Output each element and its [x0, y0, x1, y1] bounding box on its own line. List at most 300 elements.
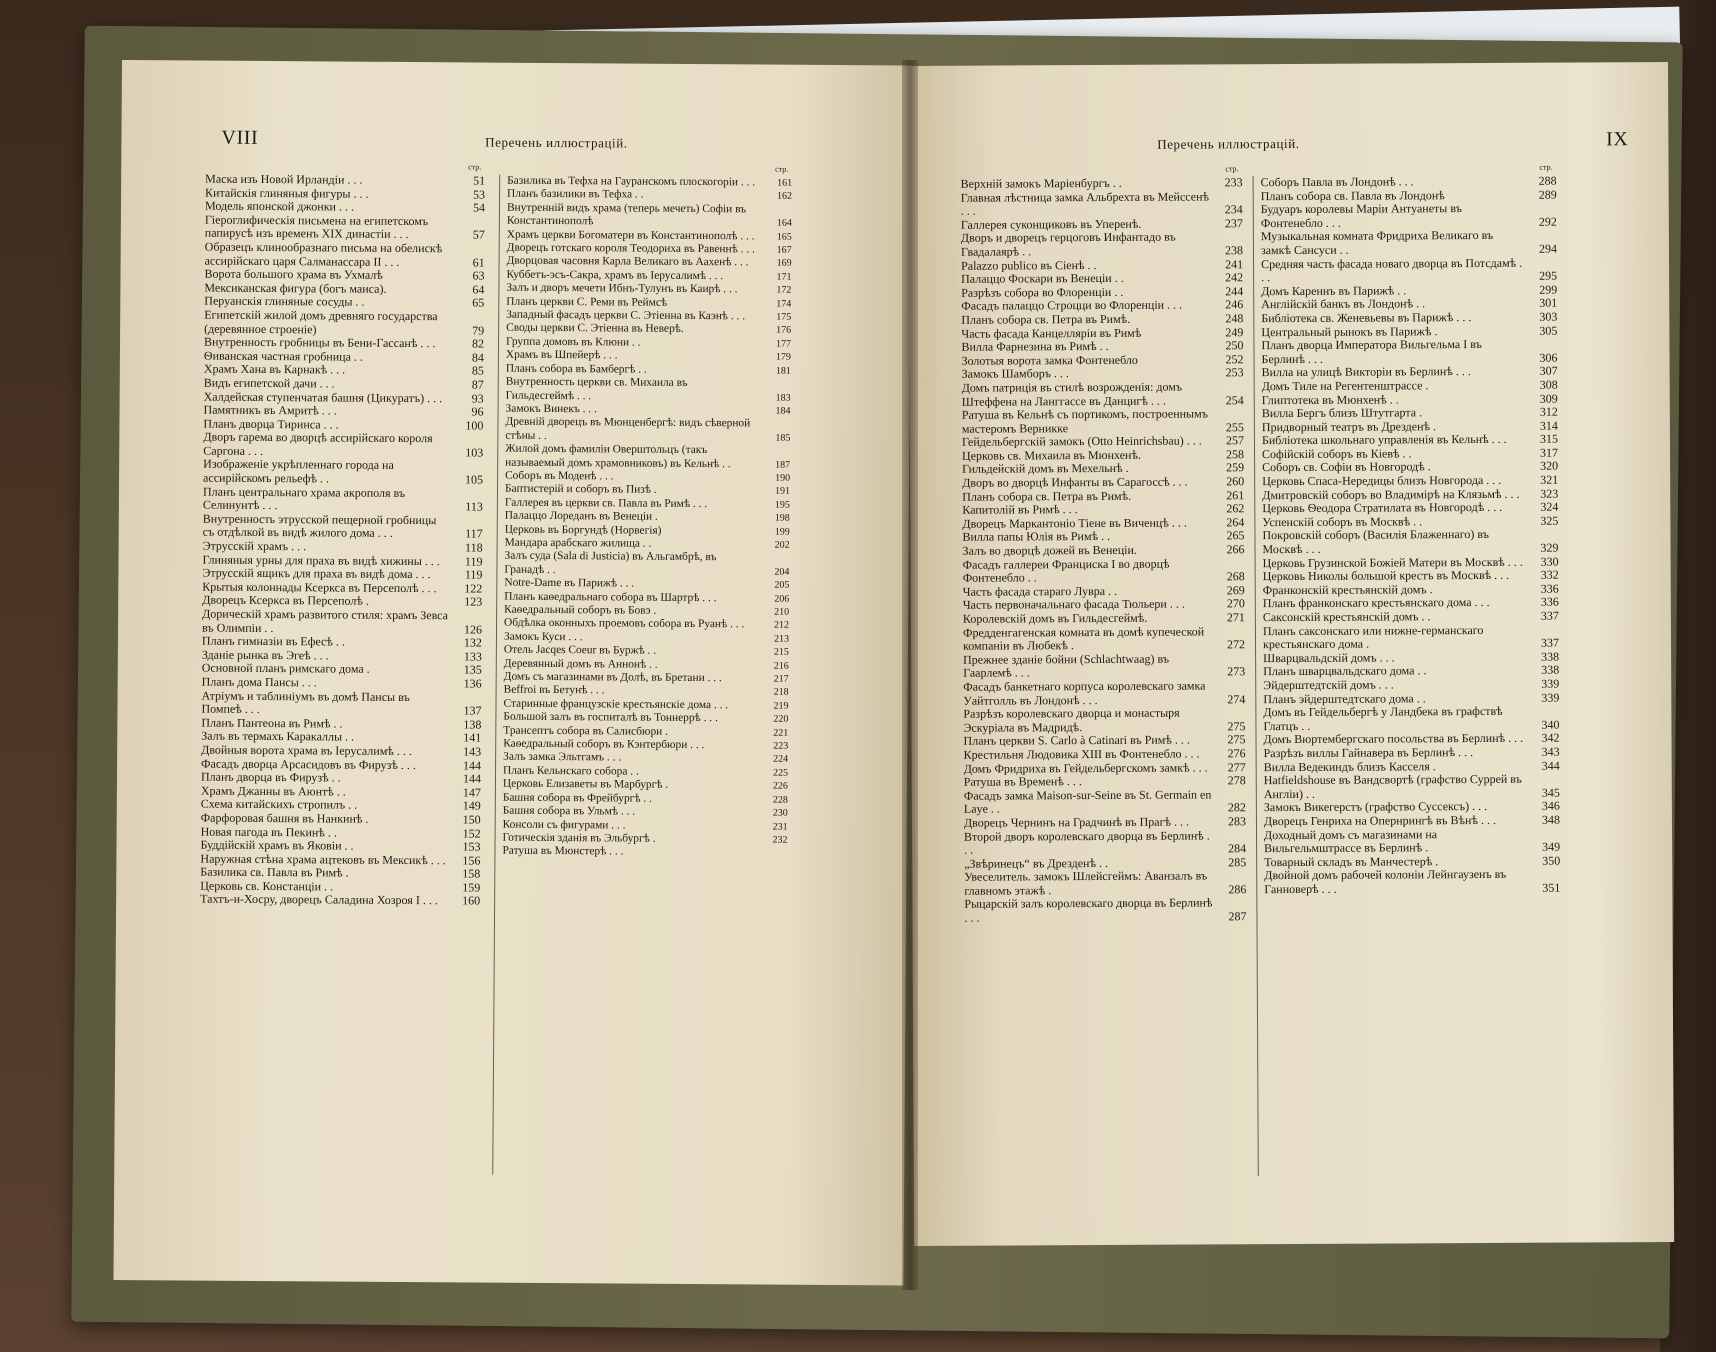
entry-title: Церковь въ Боргундѣ (Норвегія)	[504, 523, 662, 537]
entry-title: Золотыя ворота замка Фонтенебло	[961, 352, 1138, 368]
entry-page: 274	[1227, 691, 1246, 706]
entry-title: Рыцарскій залъ королевскаго дворца въ Берлинѣ . . .	[964, 895, 1213, 925]
entry-title: Базилика св. Павла въ Римѣ .	[200, 864, 349, 880]
entry-title: Глиптотека въ Мюнхенѣ . .	[1261, 391, 1399, 407]
entry-page: 220	[773, 713, 789, 725]
entry-title: Дворецъ готскаго короля Теодориха въ Равеннѣ . . .	[506, 241, 755, 256]
entry-page: 117	[465, 526, 483, 541]
entry-title: Планъ гимназіи въ Ефесѣ . .	[201, 633, 345, 649]
entry-page: 138	[463, 717, 482, 732]
entry-title: Гейдельбергскій замокъ (Otto Heinrichsbau) . . .	[961, 433, 1202, 450]
entry-title: Китайскія глиняныя фигуры . . .	[205, 185, 369, 201]
entry-title: Старинные французскіе крестьянскіе дома . . .	[503, 697, 729, 712]
entry-title: Часть фасада стараго Лувра . .	[962, 583, 1118, 599]
entry-title: Верхній замокъ Маріенбургъ . .	[960, 175, 1122, 191]
entry-title: Beffroi въ Бетунѣ . . .	[503, 684, 605, 697]
entry-page: 218	[773, 687, 789, 699]
entry-title: Внутренность церкви св. Михаила въ Гильдесгеймѣ . . .	[505, 375, 688, 402]
entry-title: Халдейская ступенчатая башня (Цикуратъ) . . .	[203, 389, 443, 405]
entry-title: Залъ суда (Sala di Justicia) въ Альгамбрѣ, въ Гранадѣ . .	[504, 550, 717, 576]
entry-title: Дворецъ Маркантоніо Тіене въ Виченцѣ . . .	[962, 515, 1187, 531]
entry-page: 198	[774, 512, 790, 524]
entry-title: Палаццо Лореданъ въ Венеціи .	[504, 509, 658, 523]
entry-page: 265	[1226, 528, 1245, 543]
entry-page: 337	[1540, 608, 1559, 623]
entry-page: 113	[465, 499, 483, 514]
entry-page: 184	[775, 405, 791, 417]
index-entry	[203, 431, 483, 460]
entry-page: 283	[1227, 814, 1246, 829]
entry-title: Церковь Ѳеодора Стратилата въ Новгородѣ . . .	[1262, 500, 1503, 516]
entry-page: 232	[772, 834, 788, 846]
entry-title: Центральный рынокъ въ Парижѣ .	[1261, 323, 1438, 339]
entry-page: 219	[773, 700, 789, 712]
entry-page: 64	[472, 282, 485, 297]
index-entry	[1262, 528, 1558, 557]
entry-page: 215	[773, 646, 789, 658]
entry-title: Вилла Ведекиндъ близъ Касселя .	[1263, 758, 1436, 774]
entry-title: Будуаръ королевы Маріи Антуанеты въ Фонтенебло . . .	[1260, 201, 1462, 230]
entry-title: Библіотека св. Женевьевы въ Парижѣ . . .	[1261, 309, 1472, 326]
entry-page: 309	[1539, 391, 1558, 406]
entry-page: 210	[774, 606, 790, 618]
entry-title: Англійскій банкъ въ Лондонѣ . .	[1261, 296, 1426, 312]
entry-title: Галлерея суконщиковъ въ Уперенѣ.	[960, 216, 1142, 232]
entry-page: 320	[1540, 459, 1559, 474]
entry-page: 100	[465, 418, 484, 433]
entry-title: Соборъ въ Моденѣ . . .	[505, 469, 614, 483]
entry-page: 325	[1540, 513, 1559, 528]
entry-title: Мексиканская фигура (богъ маиса).	[204, 280, 387, 296]
entry-page: 317	[1539, 445, 1559, 460]
entry-page: 175	[776, 311, 792, 323]
entry-title: Средняя часть фасада новаго дворца въ Потсдамѣ . . .	[1261, 255, 1523, 285]
entry-page: 103	[465, 445, 484, 460]
entry-title: Двойной домъ рабочей колоніи Лейнгаузенъ въ Ганноверѣ . . .	[1264, 867, 1507, 897]
entry-page: 261	[1226, 487, 1245, 502]
entry-title: Дорическій храмъ развитого стиля: храмъ Зевса въ Олимпіи . .	[201, 606, 449, 635]
entry-page: 315	[1539, 431, 1558, 446]
index-entry	[1263, 705, 1559, 734]
entry-title: Капитолій въ Римѣ . . .	[962, 502, 1078, 517]
entry-title: Фасадъ дворца Арсасидовъ въ Фирузѣ . . .	[201, 756, 416, 772]
entry-page: 144	[463, 757, 482, 773]
entry-page: 345	[1541, 785, 1560, 800]
entry-title: Часть первоначальнаго фасада Тюльери . . .	[962, 596, 1185, 613]
column-4	[1261, 163, 1561, 897]
index-entry	[203, 485, 483, 514]
entry-page: 295	[1539, 268, 1558, 283]
entry-page: 65	[472, 295, 485, 310]
entry-title: Домъ Фридриха въ Гейдельбергскомъ замкѣ . . .	[963, 759, 1208, 776]
entry-title: Разрѣзъ виллы Гайнавера въ Берлинѣ . . .	[1263, 744, 1474, 761]
entry-page: 169	[776, 258, 792, 270]
entry-title: Этрусскій храмъ . . .	[202, 538, 307, 554]
entry-page: 307	[1539, 363, 1558, 379]
entry-page: 289	[1538, 187, 1557, 202]
entry-title: Соборъ Павла въ Лондонѣ . . .	[1260, 174, 1414, 190]
entry-title: Палаццо Фоскари въ Венеціи . .	[961, 271, 1124, 286]
entry-page: 61	[472, 255, 485, 270]
entry-title: Домъ съ магазинами въ Долѣ, въ Бретани . . .	[503, 670, 722, 685]
entry-page: 348	[1541, 812, 1560, 827]
entry-page: 181	[775, 365, 791, 377]
index-entry	[964, 788, 1246, 817]
entry-page: 299	[1539, 282, 1558, 297]
entry-title: Замокъ Шамборъ . . .	[961, 366, 1069, 382]
entry-title: Palazzo publico въ Сіенѣ . .	[961, 257, 1097, 273]
entry-page: 343	[1541, 744, 1560, 759]
entry-page: 234	[1224, 202, 1243, 217]
entry-page: 301	[1539, 295, 1558, 311]
entry-page: 249	[1225, 324, 1244, 339]
left-page-header	[121, 126, 911, 156]
entry-page: 190	[775, 472, 791, 484]
entry-title: Замокъ Винекъ . . .	[505, 402, 597, 416]
entry-title: Фредденгагенская комната въ домѣ купеческой компаніи въ Любекѣ .	[962, 624, 1205, 653]
entry-title: Тахтъ-и-Хосру, дворецъ Саладина Хозроя I . . .	[200, 892, 438, 908]
entry-title: Новая пагода въ Пекинѣ . .	[200, 824, 337, 840]
entry-title: Дмитровскій соборъ во Владимірѣ на Клязьмѣ . . .	[1262, 486, 1520, 502]
entry-page: 105	[465, 472, 484, 487]
entry-page: 350	[1542, 853, 1561, 868]
entry-page: 230	[772, 807, 788, 819]
entry-page: 223	[773, 740, 789, 752]
entry-page: 258	[1226, 447, 1245, 462]
page-number-left: VIII	[221, 126, 259, 149]
entry-title: Каѳедральный соборъ въ Бовэ .	[504, 603, 657, 617]
entry-title: Перуанскія глиняные сосуды . .	[204, 293, 365, 310]
entry-page: 272	[1226, 637, 1246, 652]
entry-page: 282	[1227, 800, 1246, 815]
index-entry	[205, 241, 485, 270]
entry-title: Каѳедральный соборъ въ Кэнтербюри . . .	[503, 737, 705, 752]
entry-page: 303	[1539, 309, 1558, 324]
entry-page: 268	[1226, 569, 1245, 584]
entry-title: Планъ церкви С. Реми въ Реймсѣ	[506, 295, 668, 309]
entry-page: 323	[1540, 486, 1559, 501]
entry-page: 287	[1228, 909, 1247, 924]
entry-title: Атріумъ и таблиніумъ въ домѣ Пансы въ Помпеѣ . . .	[201, 688, 410, 717]
entry-title: Готическія зданія въ Эльбургѣ .	[502, 831, 656, 845]
entry-page: 246	[1225, 297, 1244, 312]
entry-page: 252	[1225, 351, 1244, 367]
entry-title: Ратуша въ Мюнстерѣ . . .	[502, 844, 624, 858]
entry-page: 51	[473, 173, 486, 188]
index-entry	[964, 761, 1246, 776]
entry-title: Маска изъ Новой Ирландіи . . .	[205, 171, 363, 187]
entry-page: 172	[776, 284, 792, 296]
entry-title: Башня собора въ Ульмѣ . . .	[502, 804, 636, 818]
entry-title: Замокъ Викегерстъ (графство Суссексъ) . . .	[1263, 799, 1488, 815]
entry-page: 199	[774, 526, 790, 538]
entry-page: 185	[775, 432, 791, 444]
entry-page: 135	[463, 662, 482, 677]
entry-title: Часть фасада Канцелляріи въ Римѣ	[961, 325, 1142, 341]
entry-title: Залъ въ термахъ Каракаллы . .	[201, 728, 355, 744]
entry-page: 257	[1225, 433, 1245, 448]
entry-title: Внутренній видъ храма (теперь мечеть) Софіи въ Константинополѣ	[506, 201, 747, 228]
entry-title: Храмъ Джанны въ Аюнтѣ . .	[200, 783, 346, 799]
entry-page: 273	[1227, 664, 1246, 679]
entry-page: 165	[776, 231, 792, 243]
index-entry	[964, 870, 1246, 899]
entry-title: Планъ дома Пансы . . .	[201, 674, 317, 690]
entry-page: 143	[463, 744, 482, 759]
index-entry	[962, 353, 1244, 368]
column-1	[200, 161, 485, 909]
entry-page: 224	[773, 754, 789, 766]
entry-page: 338	[1541, 649, 1560, 664]
entry-page: 286	[1228, 882, 1247, 897]
entry-title: Ѳиванская частная гробница . .	[203, 348, 363, 364]
entry-page: 63	[472, 268, 485, 283]
entry-title: Дворъ гарема во дворцѣ ассирійскаго короля Саргона . . .	[203, 429, 433, 458]
entry-page: 260	[1226, 474, 1245, 489]
entry-title: Церковь Грузинской Божіей Матери въ Москвѣ . . .	[1262, 554, 1523, 570]
entry-title: Планъ эйдерштедтскаго дома . .	[1263, 690, 1426, 706]
entry-title: Трансептъ собора въ Салисбюри .	[503, 724, 668, 738]
entry-title: Придворный театръ въ Дрезденѣ .	[1261, 418, 1437, 434]
entry-page: 308	[1539, 377, 1558, 392]
entry-page: 342	[1541, 730, 1560, 746]
entry-page: 336	[1540, 581, 1559, 596]
entry-title: Глиняныя урны для праха въ видѣ хижины . . .	[202, 552, 440, 568]
index-entry	[1264, 868, 1560, 897]
entry-title: Основной планъ римскаго дома .	[201, 660, 370, 677]
entry-title: Прежнее зданіе бойни (Schlachtwaag) въ Гаарлемѣ . . .	[963, 651, 1170, 681]
entry-title: Шварцвальдскій домъ . . .	[1263, 650, 1395, 665]
entry-page: 294	[1538, 241, 1558, 256]
entry-page: 253	[1225, 365, 1244, 380]
entry-title: Успенскій соборъ въ Москвѣ . .	[1262, 514, 1423, 529]
entry-title: Софійскій соборъ въ Кіевѣ . .	[1261, 446, 1412, 462]
entry-page: 119	[464, 567, 483, 582]
column-divider	[492, 175, 500, 1175]
entry-page: 337	[1540, 635, 1560, 650]
entry-page: 84	[471, 350, 484, 365]
entry-page: 118	[464, 540, 483, 555]
entry-title: Церковь св. Михаила въ Мюнхенѣ.	[962, 447, 1142, 463]
entry-page: 82	[471, 336, 485, 351]
entry-title: Фасадъ палаццо Строцци во Флоренціи . . .	[961, 297, 1183, 314]
entry-page: 271	[1226, 610, 1245, 625]
entry-title: Вилла Бергъ близъ Штутгарта .	[1261, 405, 1423, 421]
index-entry	[1261, 256, 1557, 285]
entry-title: Внутренность гробницы въ Бени-Гассанѣ . . .	[203, 334, 436, 351]
entry-title: Деревянный домъ въ Аннонѣ . .	[503, 657, 658, 671]
entry-page: 250	[1225, 338, 1244, 353]
index-entry	[1261, 202, 1557, 231]
entry-title: Дворъ и дворецъ герцоговъ Инфантадо въ Гвадалаярѣ . .	[960, 229, 1176, 259]
entry-title: Баптистерій и соборъ въ Пизѣ .	[504, 483, 657, 497]
entry-title: Планъ церкви S. Carlo à Catinari въ Римѣ . . .	[963, 732, 1190, 749]
entry-title: Франконскій крестьянскій домъ .	[1262, 582, 1433, 597]
entry-title: Буддійскій храмъ въ Яковіи . .	[200, 837, 354, 853]
entry-title: Саксонскій крестьянскій домъ . .	[1262, 609, 1431, 625]
index-entry	[205, 213, 485, 242]
entry-title: Западный фасадъ церкви С. Этіенна въ Каэнѣ . . .	[506, 308, 746, 323]
entry-title: Планъ саксонскаго или нижне-германскаго крестьянскаго дома .	[1262, 622, 1484, 652]
entry-page: 238	[1224, 243, 1244, 258]
entry-page: 187	[775, 459, 791, 471]
entry-page: 147	[462, 785, 481, 800]
entry-page: 217	[773, 673, 789, 685]
entry-page: 242	[1225, 270, 1244, 285]
entry-page: 336	[1540, 595, 1559, 610]
entry-page: 231	[772, 821, 788, 833]
entry-title: Планъ дворца Тиринса . . .	[203, 416, 339, 432]
page-label: стр.	[1539, 162, 1553, 172]
entry-title: Храмъ Хана въ Карнакѣ . . .	[203, 361, 346, 377]
entry-page: 202	[774, 539, 790, 551]
entry-title: Соборъ св. Софіи въ Новгородѣ .	[1262, 459, 1431, 475]
entry-page: 270	[1226, 596, 1245, 611]
entry-title: Храмъ церкви Богоматери въ Константинополѣ . . .	[506, 228, 755, 243]
entry-title: Замокъ Куси . . .	[503, 630, 583, 644]
entry-page: 164	[776, 217, 792, 229]
right-page	[908, 62, 1674, 1246]
entry-page: 330	[1540, 554, 1559, 569]
entry-title: Куббетъ-эсъ-Сакра, храмъ въ Іерусалимѣ . . .	[506, 268, 724, 283]
index-entry	[963, 625, 1245, 654]
entry-title: Зданіе рынка въ Эгеѣ . . .	[201, 647, 329, 663]
entry-page: 349	[1542, 839, 1561, 854]
entry-title: Фасадъ галлереи Франциска I во дворцѣ Фонтенебло . .	[962, 556, 1170, 585]
entry-title: Вилла Фарнезина въ Римѣ . .	[961, 339, 1109, 354]
index-entry	[963, 652, 1245, 681]
entry-title: Разрѣзъ королевскаго дворца и монастыря Эскуріала въ Мадридѣ.	[963, 705, 1180, 735]
entry-page: 179	[775, 351, 791, 363]
entry-page: 264	[1226, 515, 1245, 530]
entry-title: Вилла на улицѣ Викторіи въ Берлинѣ . . .	[1261, 364, 1471, 380]
entry-page: 340	[1541, 717, 1560, 732]
entry-page: 87	[471, 377, 484, 392]
entry-title: Планъ Кельнскаго собора . .	[503, 764, 639, 778]
entry-title: Отель Jacqes Coeur въ Буржѣ . .	[503, 643, 657, 657]
entry-page: 156	[462, 853, 481, 868]
entry-page: 237	[1224, 216, 1243, 231]
index-entry	[507, 202, 792, 231]
index-entry	[203, 512, 483, 541]
entry-page: 312	[1539, 404, 1558, 419]
entry-title: Залъ и дворъ мечети Ибнъ-Тулунъ въ Каирѣ . . .	[506, 281, 738, 296]
entry-title: Увеселитель. замокъ Шлейсгеймъ: Аванзалъ въ главномъ этажѣ .	[964, 868, 1208, 898]
page-label: стр.	[1225, 164, 1239, 174]
entry-title: Фасадъ банкетнаго корпуса королевскаго замка Уайтголль въ Лондонѣ . . .	[963, 678, 1206, 708]
entry-page: 339	[1541, 676, 1560, 691]
entry-page: 338	[1541, 662, 1560, 678]
entry-title: Крестильня Людовика XIII въ Фонтенебло . . .	[963, 746, 1200, 762]
page-label: стр.	[468, 162, 482, 172]
entry-page: 278	[1227, 773, 1246, 788]
entry-page: 176	[776, 325, 792, 337]
entry-title: Планъ дворца Императора Вильгельма I въ Берлинѣ . . .	[1261, 337, 1482, 366]
entry-title: Залъ замка Эльтгамъ . . .	[503, 751, 622, 764]
right-page-header	[908, 128, 1668, 156]
column-2	[502, 163, 792, 861]
entry-title: Мандара арабскаго жилища . .	[504, 536, 652, 550]
entry-page: 259	[1226, 460, 1245, 475]
entry-page: 174	[776, 298, 792, 310]
entry-title: Планъ собора св. Павла въ Лондонѣ	[1260, 187, 1445, 203]
entry-page: 177	[775, 338, 792, 350]
entry-page: 269	[1226, 583, 1245, 598]
entry-page: 57	[472, 227, 485, 242]
index-entry	[1261, 229, 1557, 258]
entry-page: 158	[462, 866, 481, 881]
entry-title: Музыкальная комната Фридриха Великаго въ замкѣ Сансуси . .	[1260, 228, 1494, 258]
entry-title: Жилой домъ фамиліи Оверштольцъ (такъ называемый домъ храмовниковъ) въ Кельнѣ . .	[505, 442, 731, 470]
entry-title: Модель японской джонки . . .	[204, 198, 355, 214]
entry-page: 306	[1539, 350, 1558, 365]
entry-page: 244	[1225, 283, 1244, 299]
index-entry	[201, 689, 481, 718]
entry-title: Домъ Тиле на Регентенштрассе .	[1261, 378, 1429, 394]
left-page	[113, 60, 911, 1285]
column-divider	[1253, 176, 1259, 1176]
entry-page: 152	[462, 825, 481, 841]
entry-page: 212	[774, 619, 790, 632]
entry-title: Церковь Спаса-Нередицы близъ Новгорода . . .	[1262, 472, 1502, 489]
entry-page: 277	[1227, 759, 1246, 774]
entry-page: 183	[775, 392, 791, 404]
entry-page: 79	[472, 322, 485, 338]
entry-page: 216	[773, 660, 789, 672]
index-entry	[505, 443, 790, 472]
entry-title: Башня собора въ Фрейбургѣ . .	[502, 791, 652, 805]
entry-title: Двойныя ворота храма въ Іерусалимѣ . . .	[201, 742, 412, 758]
entry-title: Храмъ въ Шпейерѣ . . .	[505, 348, 618, 362]
entry-page: 122	[464, 581, 483, 596]
index-entry	[1264, 827, 1560, 856]
entry-page: 132	[463, 635, 482, 650]
entry-title: Внутренность этрусской пещерной гробницы съ отдѣлкой въ видѣ жилого дома . . .	[202, 511, 437, 541]
entry-title: Планъ центральнаго храма акрополя въ Селинунтѣ . . .	[202, 484, 406, 513]
index-entry	[502, 845, 787, 860]
entry-page: 339	[1541, 690, 1560, 705]
entry-title: Дворецъ Ксеркса въ Персеполѣ .	[202, 592, 369, 609]
entry-title: Notre-Dame въ Парижѣ . . .	[504, 576, 635, 590]
entry-page: 285	[1228, 854, 1247, 870]
entry-page: 284	[1228, 841, 1247, 856]
index-entry	[963, 679, 1245, 708]
entry-page: 137	[463, 703, 482, 718]
entry-page: 262	[1226, 501, 1245, 516]
entry-title: Планъ собора въ Бамбергѣ . .	[505, 362, 647, 376]
entry-title: Своды церкви С. Этіенна въ Неверѣ.	[506, 322, 684, 336]
entry-title: Королевскій домъ въ Гильдесгеймѣ.	[962, 610, 1148, 626]
entry-title: Планъ шварцвальдскаго дома . .	[1263, 663, 1427, 679]
entry-title: Hatfieldshouse въ Вандсвортѣ (графство Суррей въ Англіи) . .	[1263, 771, 1522, 801]
entry-page: 54	[472, 200, 486, 215]
entry-page: 205	[774, 579, 790, 591]
entry-title: Планъ базилики въ Тефха . .	[507, 188, 644, 202]
index-entry	[505, 416, 790, 445]
entry-page: 171	[776, 271, 792, 283]
entry-title: Планъ собора св. Петра въ Римѣ.	[962, 488, 1132, 504]
entry-title: Домъ въ Гейдельбергѣ у Ландбека въ графствѣ Глатцъ . .	[1263, 704, 1503, 733]
entry-title: Дворецъ Чернинъ на Градчинѣ въ Прагѣ . . .	[963, 814, 1190, 830]
entry-page: 255	[1225, 419, 1244, 435]
entry-page: 248	[1225, 311, 1244, 326]
entry-title: Библіотека школьнаго управленія въ Кельнѣ . . .	[1261, 432, 1507, 448]
entry-title: Дворъ во дворцѣ Инфанты въ Сарагоссѣ . . .	[962, 474, 1188, 490]
entry-title: Главная лѣстница замка Альбрехта въ Мейссенѣ . . .	[960, 189, 1210, 218]
entry-title: Этрусскій ящикъ для праха въ видѣ дома . . .	[202, 565, 431, 582]
book-gutter	[902, 60, 918, 1290]
entry-title: Консоли съ фигурами . . .	[502, 818, 626, 832]
